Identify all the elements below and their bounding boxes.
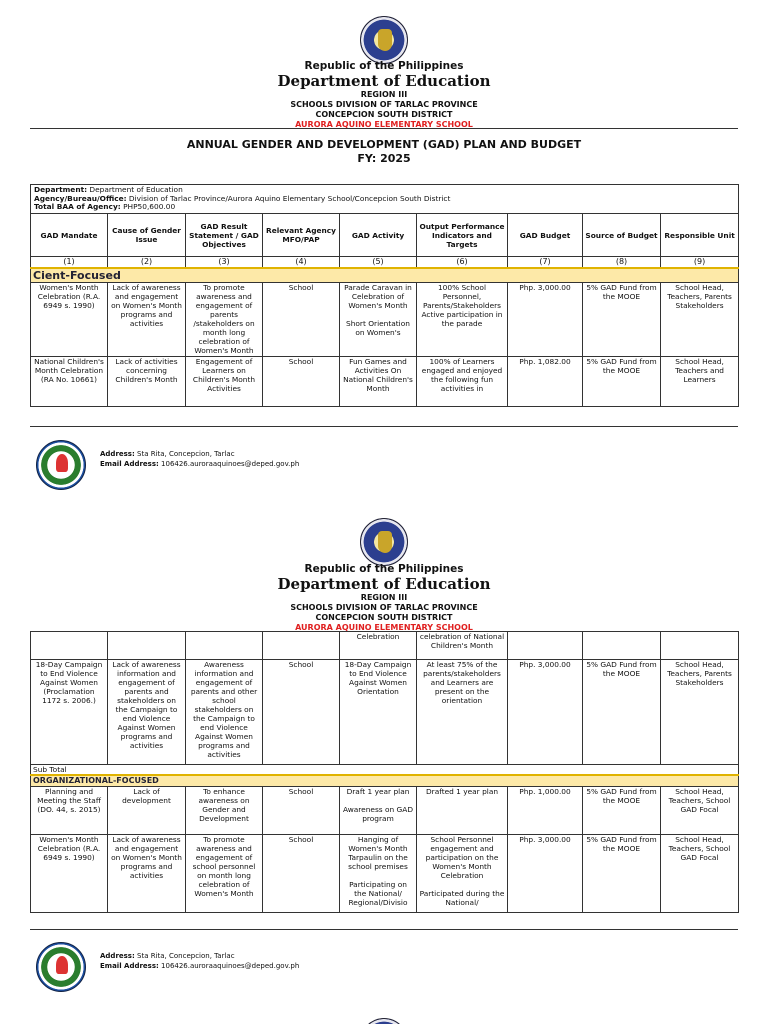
cell-objective: Awareness information and engagement of parents and other school stakeholders on the Campaign to end Violence Against Women programs and activities [186, 660, 263, 765]
table-row [31, 357, 739, 407]
cell-cause: Lack of awareness information and engagement of parents and stakeholders on the Campaign to end Violence Against Women programs and activities [108, 660, 186, 765]
table-row [31, 786, 739, 834]
page2-footer-divider [30, 929, 738, 930]
cell-source: 5% GAD Fund from the MOOE [583, 283, 661, 357]
cell-mfo: School [263, 660, 340, 765]
cell-output: School Personnel engagement and participation on the Women's Month Celebration Participated during the National/ [417, 834, 508, 912]
cell-unit: School Head, Teachers, Parents Stakeholders [661, 660, 739, 765]
cell-unit: School Head, Teachers and Learners [661, 357, 739, 407]
table-row [31, 632, 739, 660]
col-header-mandate: GAD Mandate [31, 214, 108, 257]
agency-label: Agency/Bureau/Office: [34, 193, 127, 203]
cell-unit: School Head, Teachers, Parents Stakeholders [661, 283, 739, 357]
cell-activity: Celebration [340, 632, 417, 660]
col-header-output: Output Performance Indicators and Targets [417, 214, 508, 257]
cell-output: 100% of Learners engaged and enjoyed the following fun activities in [417, 357, 508, 407]
republic-text: Republic of the Philippines [304, 563, 464, 575]
gad-table-page2 [30, 631, 739, 913]
cell-mandate: National Children's Month Celebration (RA No. 10661) [31, 357, 108, 407]
cell-cause [108, 632, 186, 660]
col-num: (3) [186, 257, 263, 268]
col-num: (4) [263, 257, 340, 268]
table-row [31, 834, 739, 912]
republic-text: Republic of the Philippines [304, 60, 464, 72]
division-text: SCHOOLS DIVISION OF TARLAC PROVINCE [290, 603, 478, 612]
cell-source [583, 632, 661, 660]
cell-mandate: Planning and Meeting the Staff (DO. 44, s. 2015) [31, 786, 108, 834]
baa-label: Total BAA of Agency: [34, 202, 121, 211]
cell-mfo [263, 632, 340, 660]
col-num: (5) [340, 257, 417, 268]
col-header-objectives: GAD Result Statement / GAD Objectives [186, 214, 263, 257]
school-name: AURORA AQUINO ELEMENTARY SCHOOL [295, 120, 473, 129]
cell-mfo: School [263, 283, 340, 357]
district-text: CONCEPCION SOUTH DISTRICT [315, 613, 453, 622]
cell-cause: Lack of development [108, 786, 186, 834]
col-num: (9) [661, 257, 739, 268]
section-org-focused: ORGANIZATIONAL-FOCUSED [31, 775, 739, 786]
district-text: CONCEPCION SOUTH DISTRICT [315, 110, 453, 119]
cell-objective [186, 632, 263, 660]
cell-mandate: Women's Month Celebration (R.A. 6949 s. 1990) [31, 283, 108, 357]
col-header-activity: GAD Activity [340, 214, 417, 257]
subtotal-label: Sub Total [31, 765, 739, 776]
cell-source: 5% GAD Fund from the MOOE [583, 834, 661, 912]
cell-objective: To enhance awareness on Gender and Development [186, 786, 263, 834]
table-row [31, 660, 739, 765]
cell-cause: Lack of activities concerning Children's Month [108, 357, 186, 407]
col-header-cause: Cause of Gender Issue [108, 214, 186, 257]
col-header-mfo: Relevant Agency MFO/PAP [263, 214, 340, 257]
col-header-unit: Responsible Unit [661, 214, 739, 257]
cell-mandate: Women's Month Celebration (R.A. 6949 s. 1990) [31, 834, 108, 912]
school-logo [36, 440, 86, 490]
address-label: Address: [100, 952, 135, 960]
email-label: Email Address: [100, 460, 159, 468]
dept-label: Department: [34, 185, 88, 194]
department-title: Department of Education [277, 575, 491, 593]
col-num: (1) [31, 257, 108, 268]
address-block [100, 951, 299, 971]
gad-table-page1 [30, 184, 739, 407]
cell-mandate: 18-Day Campaign to End Violence Against Women (Proclamation 1172 s. 2006.) [31, 660, 108, 765]
col-num: (7) [508, 257, 583, 268]
cell-output: At least 75% of the parents/stakeholders and Learners are present on the orientation [417, 660, 508, 765]
region-text: REGION III [360, 90, 408, 99]
cell-objective: To promote awareness and engagement of school personnel on month long celebration of Women's Month [186, 834, 263, 912]
address-value: Sta Rita, Concepcion, Tarlac [134, 952, 235, 960]
cell-budget: Php. 1,082.00 [508, 357, 583, 407]
col-num: (6) [417, 257, 508, 268]
region-text: REGION III [360, 593, 408, 602]
doc-title [0, 138, 768, 166]
school-name: AURORA AQUINO ELEMENTARY SCHOOL [295, 623, 473, 632]
cell-activity: Draft 1 year plan Awareness on GAD program [340, 786, 417, 834]
division-text: SCHOOLS DIVISION OF TARLAC PROVINCE [290, 100, 478, 109]
page1-footer-divider [30, 426, 738, 427]
cell-source: 5% GAD Fund from the MOOE [583, 786, 661, 834]
cell-objective: To promote awareness and engagement of parents /stakeholders on month long celebration of Women's Month [186, 283, 263, 357]
address-block [100, 449, 299, 469]
cell-source: 5% GAD Fund from the MOOE [583, 660, 661, 765]
cell-output: celebration of National Children's Month [417, 632, 508, 660]
cell-objective: Engagement of Learners on Children's Month Activities [186, 357, 263, 407]
cell-budget: Php. 3,000.00 [508, 834, 583, 912]
doc-title-text: ANNUAL GENDER AND DEVELOPMENT (GAD) PLAN AND BUDGET [186, 138, 582, 151]
cell-activity: Hanging of Women's Month Tarpaulin on the school premises Participating on the National/ Regional/Divisio [340, 834, 417, 912]
agency-value: Division of Tarlac Province/Aurora Aquino Elementary School/Concepcion South District [126, 193, 451, 203]
meta-block [31, 185, 739, 214]
col-num: (8) [583, 257, 661, 268]
email-value: 106426.auroraaquinoes@deped.gov.ph [158, 460, 300, 468]
cell-unit: School Head, Teachers, School GAD Focal [661, 834, 739, 912]
address-value: Sta Rita, Concepcion, Tarlac [134, 450, 235, 458]
deped-seal [360, 1018, 408, 1024]
address-label: Address: [100, 450, 135, 458]
col-header-source: Source of Budget [583, 214, 661, 257]
cell-budget: Php. 1,000.00 [508, 786, 583, 834]
cell-activity: Fun Games and Activities On National Children's Month [340, 357, 417, 407]
cell-cause: Lack of awareness and engagement on Women's Month programs and activities [108, 834, 186, 912]
table-row [31, 283, 739, 357]
email-value: 106426.auroraaquinoes@deped.gov.ph [158, 962, 300, 970]
baa-value: PHP50,600.00 [120, 202, 176, 211]
cell-mandate [31, 632, 108, 660]
cell-output: Drafted 1 year plan [417, 786, 508, 834]
cell-activity: 18-Day Campaign to End Violence Against Women Orientation [340, 660, 417, 765]
cell-budget [508, 632, 583, 660]
cell-mfo: School [263, 357, 340, 407]
fy-text: FY: 2025 [357, 152, 411, 165]
header-divider [30, 128, 738, 129]
department-title: Department of Education [277, 72, 491, 90]
cell-output: 100% School Personnel, Parents/Stakeholders Active participation in the parade [417, 283, 508, 357]
deped-seal [360, 16, 408, 64]
cell-unit: School Head, Teachers, School GAD Focal [661, 786, 739, 834]
cell-cause: Lack of awareness and engagement on Women's Month programs and activities [108, 283, 186, 357]
email-label: Email Address: [100, 962, 159, 970]
dept-value: Department of Education [87, 185, 183, 194]
section-client-focused: Cient-Focused [31, 268, 739, 283]
cell-budget: Php. 3,000.00 [508, 660, 583, 765]
col-header-budget: GAD Budget [508, 214, 583, 257]
cell-activity: Parade Caravan in Celebration of Women's Month Short Orientation on Women's [340, 283, 417, 357]
cell-mfo: School [263, 786, 340, 834]
deped-seal [360, 518, 408, 566]
school-logo [36, 942, 86, 992]
cell-mfo: School [263, 834, 340, 912]
cell-budget: Php. 3,000.00 [508, 283, 583, 357]
cell-unit [661, 632, 739, 660]
cell-source: 5% GAD Fund from the MOOE [583, 357, 661, 407]
col-num: (2) [108, 257, 186, 268]
